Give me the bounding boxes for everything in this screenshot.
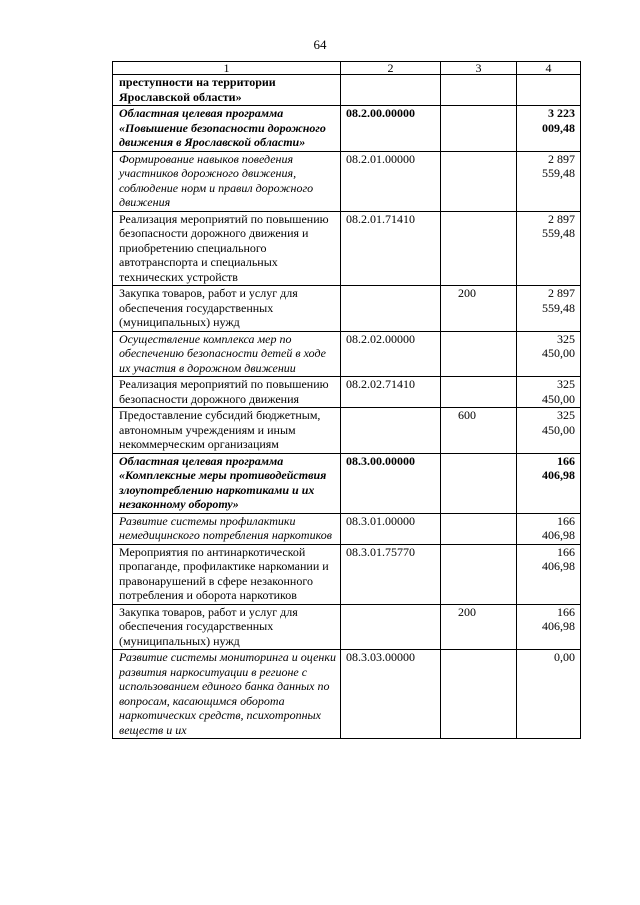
- row-name-cell: преступности на территории Ярославской области»: [113, 75, 341, 106]
- row-code-cell: 08.2.02.71410: [341, 377, 441, 408]
- column-number-1: 1: [113, 62, 341, 75]
- row-sum-cell: [517, 75, 581, 106]
- table-row: [113, 106, 581, 152]
- table-row: [113, 453, 581, 513]
- row-name-cell: Мероприятия по антинаркотической пропаганде, профилактике наркомании и правонарушений в сфере незаконного потребления и оборота наркотиков: [113, 544, 341, 604]
- row-code-cell: [341, 604, 441, 650]
- row-code-cell: 08.3.00.00000: [341, 453, 441, 513]
- row-expense-type-cell: [441, 513, 517, 544]
- table-body: [113, 75, 581, 739]
- column-number-4: 4: [517, 62, 581, 75]
- table-row: [113, 377, 581, 408]
- budget-table: [112, 61, 581, 739]
- row-name-cell: Областная целевая программа «Повышение безопасности дорожного движения в Ярославской области»: [113, 106, 341, 152]
- row-code-cell: 08.2.01.00000: [341, 151, 441, 211]
- row-sum-cell: 166 406,98: [517, 604, 581, 650]
- row-name-cell: Предоставление субсидий бюджетным, автономным учреждениям и иным некоммерческим организациям: [113, 408, 341, 454]
- row-sum-cell: 325 450,00: [517, 408, 581, 454]
- table-row: [113, 151, 581, 211]
- table-row: [113, 408, 581, 454]
- row-expense-type-cell: [441, 453, 517, 513]
- table-row: [113, 604, 581, 650]
- row-expense-type-cell: [441, 106, 517, 152]
- table-row: [113, 286, 581, 332]
- column-number-row: [113, 62, 581, 75]
- table-row: [113, 75, 581, 106]
- row-code-cell: [341, 286, 441, 332]
- row-expense-type-cell: [441, 211, 517, 286]
- row-code-cell: 08.3.01.00000: [341, 513, 441, 544]
- row-sum-cell: 0,00: [517, 650, 581, 739]
- table-row: [113, 544, 581, 604]
- row-sum-cell: 325 450,00: [517, 377, 581, 408]
- row-name-cell: Закупка товаров, работ и услуг для обеспечения государственных (муниципальных) нужд: [113, 286, 341, 332]
- row-code-cell: 08.3.01.75770: [341, 544, 441, 604]
- row-expense-type-cell: 200: [441, 286, 517, 332]
- column-number-3: 3: [441, 62, 517, 75]
- row-sum-cell: 2 897 559,48: [517, 211, 581, 286]
- table-row: [113, 211, 581, 286]
- row-sum-cell: 166 406,98: [517, 513, 581, 544]
- row-expense-type-cell: [441, 331, 517, 377]
- row-code-cell: 08.2.02.00000: [341, 331, 441, 377]
- table-row: [113, 513, 581, 544]
- row-sum-cell: 2 897 559,48: [517, 151, 581, 211]
- row-name-cell: Развитие системы мониторинга и оценки развития наркоситуации в регионе с использованием единого банка данных по вопросам, касающимся оборота наркотических средств, психотропных веществ и их: [113, 650, 341, 739]
- row-sum-cell: 3 223 009,48: [517, 106, 581, 152]
- row-name-cell: Реализация мероприятий по повышению безопасности дорожного движения и приобретению специального автотранспорта и специальных технических устройств: [113, 211, 341, 286]
- row-name-cell: Реализация мероприятий по повышению безопасности дорожного движения: [113, 377, 341, 408]
- row-name-cell: Осуществление комплекса мер по обеспечению безопасности детей в ходе их участия в дорожном движении: [113, 331, 341, 377]
- page-number: 64: [313, 37, 327, 52]
- column-number-2: 2: [341, 62, 441, 75]
- row-name-cell: Областная целевая программа «Комплексные меры противодействия злоупотреблению наркотиками и их незаконному обороту»: [113, 453, 341, 513]
- row-code-cell: 08.3.03.00000: [341, 650, 441, 739]
- row-sum-cell: 2 897 559,48: [517, 286, 581, 332]
- row-name-cell: Развитие системы профилактики немедицинского потребления наркотиков: [113, 513, 341, 544]
- row-code-cell: 08.2.01.71410: [341, 211, 441, 286]
- row-sum-cell: 166 406,98: [517, 453, 581, 513]
- row-code-cell: [341, 408, 441, 454]
- row-name-cell: Формирование навыков поведения участников дорожного движения, соблюдение норм и правил дорожного движения: [113, 151, 341, 211]
- row-expense-type-cell: 200: [441, 604, 517, 650]
- row-code-cell: 08.2.00.00000: [341, 106, 441, 152]
- row-expense-type-cell: [441, 650, 517, 739]
- row-expense-type-cell: [441, 377, 517, 408]
- row-code-cell: [341, 75, 441, 106]
- table-row: [113, 331, 581, 377]
- row-sum-cell: 166 406,98: [517, 544, 581, 604]
- row-expense-type-cell: [441, 544, 517, 604]
- row-sum-cell: 325 450,00: [517, 331, 581, 377]
- row-expense-type-cell: [441, 75, 517, 106]
- row-name-cell: Закупка товаров, работ и услуг для обеспечения государственных (муниципальных) нужд: [113, 604, 341, 650]
- table-row: [113, 650, 581, 739]
- row-expense-type-cell: [441, 151, 517, 211]
- row-expense-type-cell: 600: [441, 408, 517, 454]
